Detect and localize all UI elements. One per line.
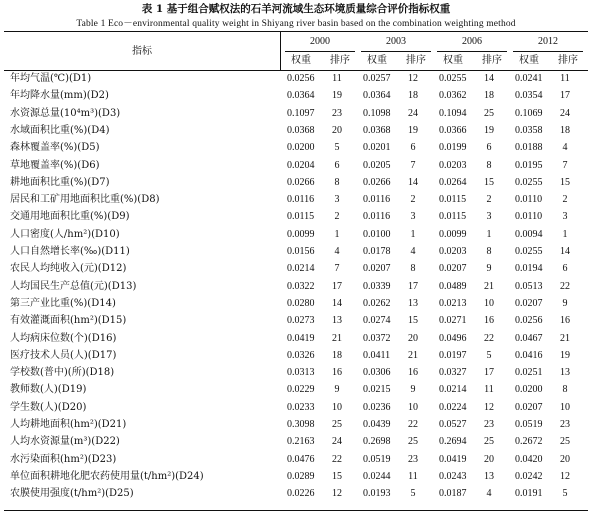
rank-value: 17 (560, 90, 570, 102)
weight-value: 0.0255 (515, 176, 543, 188)
weight-value: 0.0519 (363, 453, 391, 465)
weight-value: 0.0354 (515, 90, 543, 102)
rank-value: 3 (562, 211, 568, 223)
weight-value: 0.0439 (363, 419, 391, 430)
indicator-name: 学校数(普中)(所)(D18) (10, 367, 115, 379)
year-underline (285, 51, 355, 52)
weight-value: 0.0256 (515, 315, 543, 327)
weight-value: 0.1069 (515, 107, 543, 119)
weight-value: 0.0115 (439, 211, 467, 223)
rank-value: 8 (410, 263, 416, 275)
weight-subheader: 权重 (519, 55, 539, 66)
weight-value: 0.0419 (439, 453, 467, 465)
rank-value: 14 (408, 176, 418, 188)
rank-value: 2 (486, 194, 492, 206)
rank-value: 24 (560, 107, 570, 119)
weight-value: 0.1094 (439, 107, 467, 119)
rank-value: 22 (332, 453, 342, 465)
weight-value: 0.0420 (515, 453, 543, 465)
rank-value: 25 (484, 107, 494, 119)
weight-value: 0.0224 (439, 401, 467, 413)
rank-value: 16 (332, 367, 342, 379)
rank-value: 16 (484, 315, 494, 327)
weight-value: 0.0271 (439, 315, 467, 327)
indicator-name: 第三产业比重(%)(D14) (10, 297, 116, 309)
rank-value: 18 (560, 124, 570, 136)
rank-value: 1 (334, 228, 340, 240)
weight-value: 0.0280 (287, 297, 315, 309)
indicator-name: 农民人均纯收入(元)(D12) (10, 263, 127, 275)
rank-value: 16 (560, 315, 570, 327)
indicator-name: 人均水资源量(m³)(D22) (10, 436, 120, 448)
weight-value: 0.0207 (515, 297, 543, 309)
weight-value: 0.0366 (439, 124, 467, 136)
table-row (0, 142, 592, 156)
weight-value: 0.0207 (515, 401, 543, 413)
weight-value: 0.0496 (439, 332, 467, 344)
rank-subheader: 排序 (330, 55, 350, 66)
weight-subheader: 权重 (367, 55, 387, 66)
rank-value: 6 (562, 263, 568, 275)
weight-value: 0.2694 (439, 436, 467, 448)
table-row (0, 229, 592, 243)
rank-value: 23 (408, 453, 418, 465)
table-caption-english: Table 1 Eco－environmental quality weight in Shiyang river basin based on the combination weighting method (76, 19, 516, 29)
weight-value: 0.0199 (439, 142, 467, 154)
rank-subheader: 排序 (558, 55, 578, 66)
rank-value: 1 (486, 228, 492, 240)
rank-value: 19 (408, 124, 418, 136)
weight-value: 0.0251 (515, 367, 543, 379)
weight-value: 0.0368 (287, 124, 315, 136)
weight-value: 0.0207 (439, 263, 467, 275)
rank-value: 21 (484, 280, 494, 292)
weight-value: 0.0489 (439, 280, 467, 292)
rank-value: 2 (334, 211, 340, 223)
indicator-name: 水资源总量(10⁴m³)(D3) (10, 107, 121, 119)
indicator-name: 教师数(人)(D19) (10, 384, 87, 396)
weight-value: 0.0236 (363, 401, 391, 413)
rank-value: 13 (484, 470, 494, 482)
weight-value: 0.0326 (287, 349, 315, 361)
rank-value: 2 (410, 194, 416, 206)
year-underline (513, 51, 583, 52)
weight-value: 0.0203 (439, 246, 467, 257)
rank-value: 12 (484, 401, 494, 413)
table-top-rule (4, 31, 588, 32)
indicator-name: 农膜使用强度(t/hm²)(D25) (10, 488, 134, 500)
rank-value: 15 (560, 176, 570, 188)
rank-value: 3 (410, 211, 416, 223)
table-row (0, 384, 592, 398)
weight-subheader: 权重 (443, 55, 463, 66)
indicator-name: 草地覆盖率(%)(D6) (10, 159, 100, 171)
weight-value: 0.0200 (515, 384, 543, 396)
indicator-name: 耕地面积比重(%)(D7) (10, 176, 110, 188)
weight-value: 0.0194 (515, 263, 543, 275)
rank-value: 6 (410, 142, 416, 154)
weight-value: 0.0313 (287, 367, 315, 379)
rank-value: 16 (408, 367, 418, 379)
rank-value: 19 (484, 124, 494, 136)
rank-value: 5 (486, 349, 492, 361)
weight-value: 0.0274 (363, 315, 391, 327)
weight-value: 0.0191 (515, 488, 543, 500)
weight-value: 0.0513 (515, 280, 543, 292)
rank-value: 3 (486, 211, 492, 223)
weight-value: 0.1098 (363, 107, 391, 119)
rank-value: 8 (334, 176, 340, 188)
rank-value: 5 (334, 142, 340, 154)
rank-value: 19 (560, 349, 570, 361)
rank-value: 21 (332, 332, 342, 344)
year-header: 2003 (386, 36, 406, 47)
weight-value: 0.0099 (439, 228, 467, 240)
weight-value: 0.0322 (287, 280, 315, 292)
rank-value: 9 (486, 263, 492, 275)
weight-value: 0.0099 (287, 228, 315, 240)
table-row (0, 281, 592, 295)
table-row (0, 471, 592, 485)
weight-value: 0.0110 (515, 211, 543, 223)
weight-value: 0.0327 (439, 367, 467, 379)
weight-value: 0.0233 (287, 401, 315, 413)
weight-value: 0.0116 (363, 194, 391, 206)
indicator-name: 年均降水量(mm)(D2) (10, 90, 109, 102)
rank-value: 11 (408, 470, 418, 482)
weight-value: 0.0116 (287, 194, 315, 206)
weight-value: 0.0214 (287, 263, 315, 275)
rank-value: 23 (484, 419, 494, 430)
table-row (0, 419, 592, 433)
header-bottom-rule (4, 70, 588, 71)
rank-value: 22 (560, 280, 570, 292)
weight-value: 0.0229 (287, 384, 315, 396)
weight-value: 0.0257 (363, 73, 391, 84)
table-row (0, 298, 592, 312)
table-row (0, 454, 592, 468)
weight-value: 0.0372 (363, 332, 391, 344)
rank-value: 8 (562, 384, 568, 396)
rank-value: 23 (560, 419, 570, 430)
rank-value: 5 (410, 488, 416, 500)
indicator-name: 人均病床位数(个)(D16) (10, 332, 117, 344)
weight-value: 0.0226 (287, 488, 315, 500)
table-row (0, 108, 592, 122)
rank-value: 6 (486, 142, 492, 154)
table-row (0, 177, 592, 191)
weight-value: 0.0255 (439, 73, 467, 84)
rank-value: 1 (410, 228, 416, 240)
weight-value: 0.0241 (515, 73, 543, 84)
weight-value: 0.0368 (363, 124, 391, 136)
table-row (0, 333, 592, 347)
rank-value: 10 (332, 401, 342, 413)
weight-value: 0.0273 (287, 315, 315, 327)
indicator-name: 水污染面积(hm²)(D23) (10, 453, 117, 465)
rank-value: 4 (562, 142, 568, 154)
table-row (0, 488, 592, 502)
weight-value: 0.0156 (287, 246, 315, 257)
rank-value: 14 (332, 297, 342, 309)
weight-value: 0.0115 (287, 211, 315, 223)
weight-value: 0.3098 (287, 419, 315, 430)
rank-value: 25 (560, 436, 570, 448)
rank-value: 25 (332, 419, 342, 430)
rank-value: 24 (332, 436, 342, 448)
rank-value: 21 (408, 349, 418, 361)
weight-value: 0.0195 (515, 159, 543, 171)
rank-value: 4 (486, 488, 492, 500)
rank-value: 7 (562, 159, 568, 171)
table-row (0, 125, 592, 139)
weight-value: 0.0193 (363, 488, 391, 500)
rank-value: 8 (486, 246, 492, 257)
rank-value: 22 (408, 419, 418, 430)
indicator-name: 有效灌溉面积(hm²)(D15) (10, 315, 127, 327)
table-row (0, 367, 592, 381)
indicator-name: 水域面积比重(%)(D4) (10, 124, 110, 136)
rank-value: 19 (332, 90, 342, 102)
table-row (0, 246, 592, 260)
rank-value: 17 (484, 367, 494, 379)
weight-value: 0.0197 (439, 349, 467, 361)
rank-subheader: 排序 (406, 55, 426, 66)
weight-value: 0.0215 (363, 384, 391, 396)
table-row (0, 436, 592, 450)
rank-value: 10 (484, 297, 494, 309)
weight-value: 0.0467 (515, 332, 543, 344)
rank-value: 11 (332, 73, 342, 84)
weight-value: 0.0115 (439, 194, 467, 206)
indicator-name: 交通用地面积比重(%)(D9) (10, 211, 130, 223)
rank-value: 13 (560, 367, 570, 379)
rank-value: 12 (332, 488, 342, 500)
weight-value: 0.0358 (515, 124, 543, 136)
rank-value: 1 (562, 228, 568, 240)
table-row (0, 90, 592, 104)
rank-value: 9 (562, 297, 568, 309)
weight-value: 0.1097 (287, 107, 315, 119)
weight-value: 0.0362 (439, 90, 467, 102)
weight-value: 0.0266 (363, 176, 391, 188)
weight-value: 0.0339 (363, 280, 391, 292)
weight-value: 0.0364 (363, 90, 391, 102)
rank-subheader: 排序 (482, 55, 502, 66)
rank-value: 4 (334, 246, 340, 257)
rank-value: 9 (334, 384, 340, 396)
weight-value: 0.0203 (439, 159, 467, 171)
year-underline (437, 51, 507, 52)
header-divider (280, 32, 281, 70)
rank-value: 20 (560, 453, 570, 465)
weight-value: 0.0201 (363, 142, 391, 154)
rank-value: 25 (408, 436, 418, 448)
weight-subheader: 权重 (291, 55, 311, 66)
table-row (0, 211, 592, 225)
indicator-name: 人均国民生产总值(元)(D13) (10, 280, 137, 292)
weight-value: 0.0256 (287, 73, 315, 84)
weight-value: 0.0416 (515, 349, 543, 361)
table-row (0, 160, 592, 174)
table-row (0, 350, 592, 364)
table-row (0, 194, 592, 208)
weight-value: 0.0519 (515, 419, 543, 430)
rank-value: 12 (560, 470, 570, 482)
weight-value: 0.0204 (287, 159, 315, 171)
weight-value: 0.0364 (287, 90, 315, 102)
table-row (0, 402, 592, 416)
rank-value: 7 (410, 159, 416, 171)
table-bottom-rule (4, 510, 588, 511)
rank-value: 24 (408, 107, 418, 119)
rank-value: 7 (334, 263, 340, 275)
weight-value: 0.0255 (515, 246, 543, 257)
rank-value: 23 (332, 107, 342, 119)
rank-value: 2 (562, 194, 568, 206)
rank-value: 15 (408, 315, 418, 327)
weight-value: 0.0244 (363, 470, 391, 482)
rank-value: 18 (484, 90, 494, 102)
weight-value: 0.2163 (287, 436, 315, 448)
weight-value: 0.0100 (363, 228, 391, 240)
rank-value: 8 (486, 159, 492, 171)
weight-value: 0.0242 (515, 470, 543, 482)
indicator-name: 人口自然增长率(‰)(D11) (10, 246, 130, 257)
rank-value: 14 (560, 246, 570, 257)
rank-value: 10 (560, 401, 570, 413)
year-underline (361, 51, 431, 52)
weight-value: 0.0266 (287, 176, 315, 188)
rank-value: 20 (484, 453, 494, 465)
weight-value: 0.0200 (287, 142, 315, 154)
rank-value: 12 (408, 73, 418, 84)
indicator-name: 年均气温(℃)(D1) (10, 73, 92, 84)
rank-value: 20 (332, 124, 342, 136)
rank-value: 11 (560, 73, 570, 84)
rank-value: 18 (332, 349, 342, 361)
weight-value: 0.0419 (287, 332, 315, 344)
rank-value: 4 (410, 246, 416, 257)
weight-value: 0.2672 (515, 436, 543, 448)
weight-value: 0.2698 (363, 436, 391, 448)
rank-value: 6 (334, 159, 340, 171)
rank-value: 5 (562, 488, 568, 500)
rank-value: 15 (484, 176, 494, 188)
rank-value: 10 (408, 401, 418, 413)
rank-value: 17 (408, 280, 418, 292)
table-row (0, 73, 592, 87)
rank-value: 20 (408, 332, 418, 344)
rank-value: 25 (484, 436, 494, 448)
weight-value: 0.0207 (363, 263, 391, 275)
year-header: 2006 (462, 36, 482, 47)
table-row (0, 263, 592, 277)
weight-value: 0.0214 (439, 384, 467, 396)
weight-value: 0.0262 (363, 297, 391, 309)
indicator-name: 居民和工矿用地面积比重(%)(D8) (10, 194, 160, 206)
year-header: 2012 (538, 36, 558, 47)
weight-value: 0.0116 (363, 211, 391, 223)
indicator-name: 医疗技术人员(人)(D17) (10, 349, 117, 361)
rank-value: 17 (332, 280, 342, 292)
indicator-name: 单位面积耕地化肥农药使用量(t/hm²)(D24) (10, 470, 204, 482)
indicator-name: 人均耕地面积(hm²)(D21) (10, 419, 127, 430)
indicator-header: 指标 (132, 46, 152, 57)
weight-value: 0.0178 (363, 246, 391, 257)
table-caption-chinese: 表 1 基于组合赋权法的石羊河流域生态环境质量综合评价指标权重 (141, 3, 451, 15)
weight-value: 0.0289 (287, 470, 315, 482)
indicator-name: 学生数(人)(D20) (10, 401, 87, 413)
weight-value: 0.0213 (439, 297, 467, 309)
year-header: 2000 (310, 36, 330, 47)
rank-value: 9 (410, 384, 416, 396)
weight-value: 0.0264 (439, 176, 467, 188)
weight-value: 0.0527 (439, 419, 467, 430)
rank-value: 13 (332, 315, 342, 327)
rank-value: 21 (560, 332, 570, 344)
weight-value: 0.0110 (515, 194, 543, 206)
rank-value: 15 (332, 470, 342, 482)
weight-value: 0.0187 (439, 488, 467, 500)
weight-value: 0.0411 (363, 349, 391, 361)
rank-value: 22 (484, 332, 494, 344)
rank-value: 18 (408, 90, 418, 102)
weight-value: 0.0094 (515, 228, 543, 240)
rank-value: 14 (484, 73, 494, 84)
weight-value: 0.0243 (439, 470, 467, 482)
weight-value: 0.0188 (515, 142, 543, 154)
weight-value: 0.0306 (363, 367, 391, 379)
rank-value: 11 (484, 384, 494, 396)
weight-value: 0.0476 (287, 453, 315, 465)
indicator-name: 人口密度(人/hm²)(D10) (10, 228, 120, 240)
table-row (0, 315, 592, 329)
weight-value: 0.0205 (363, 159, 391, 171)
rank-value: 13 (408, 297, 418, 309)
indicator-name: 森林覆盖率(%)(D5) (10, 142, 100, 154)
rank-value: 3 (334, 194, 340, 206)
